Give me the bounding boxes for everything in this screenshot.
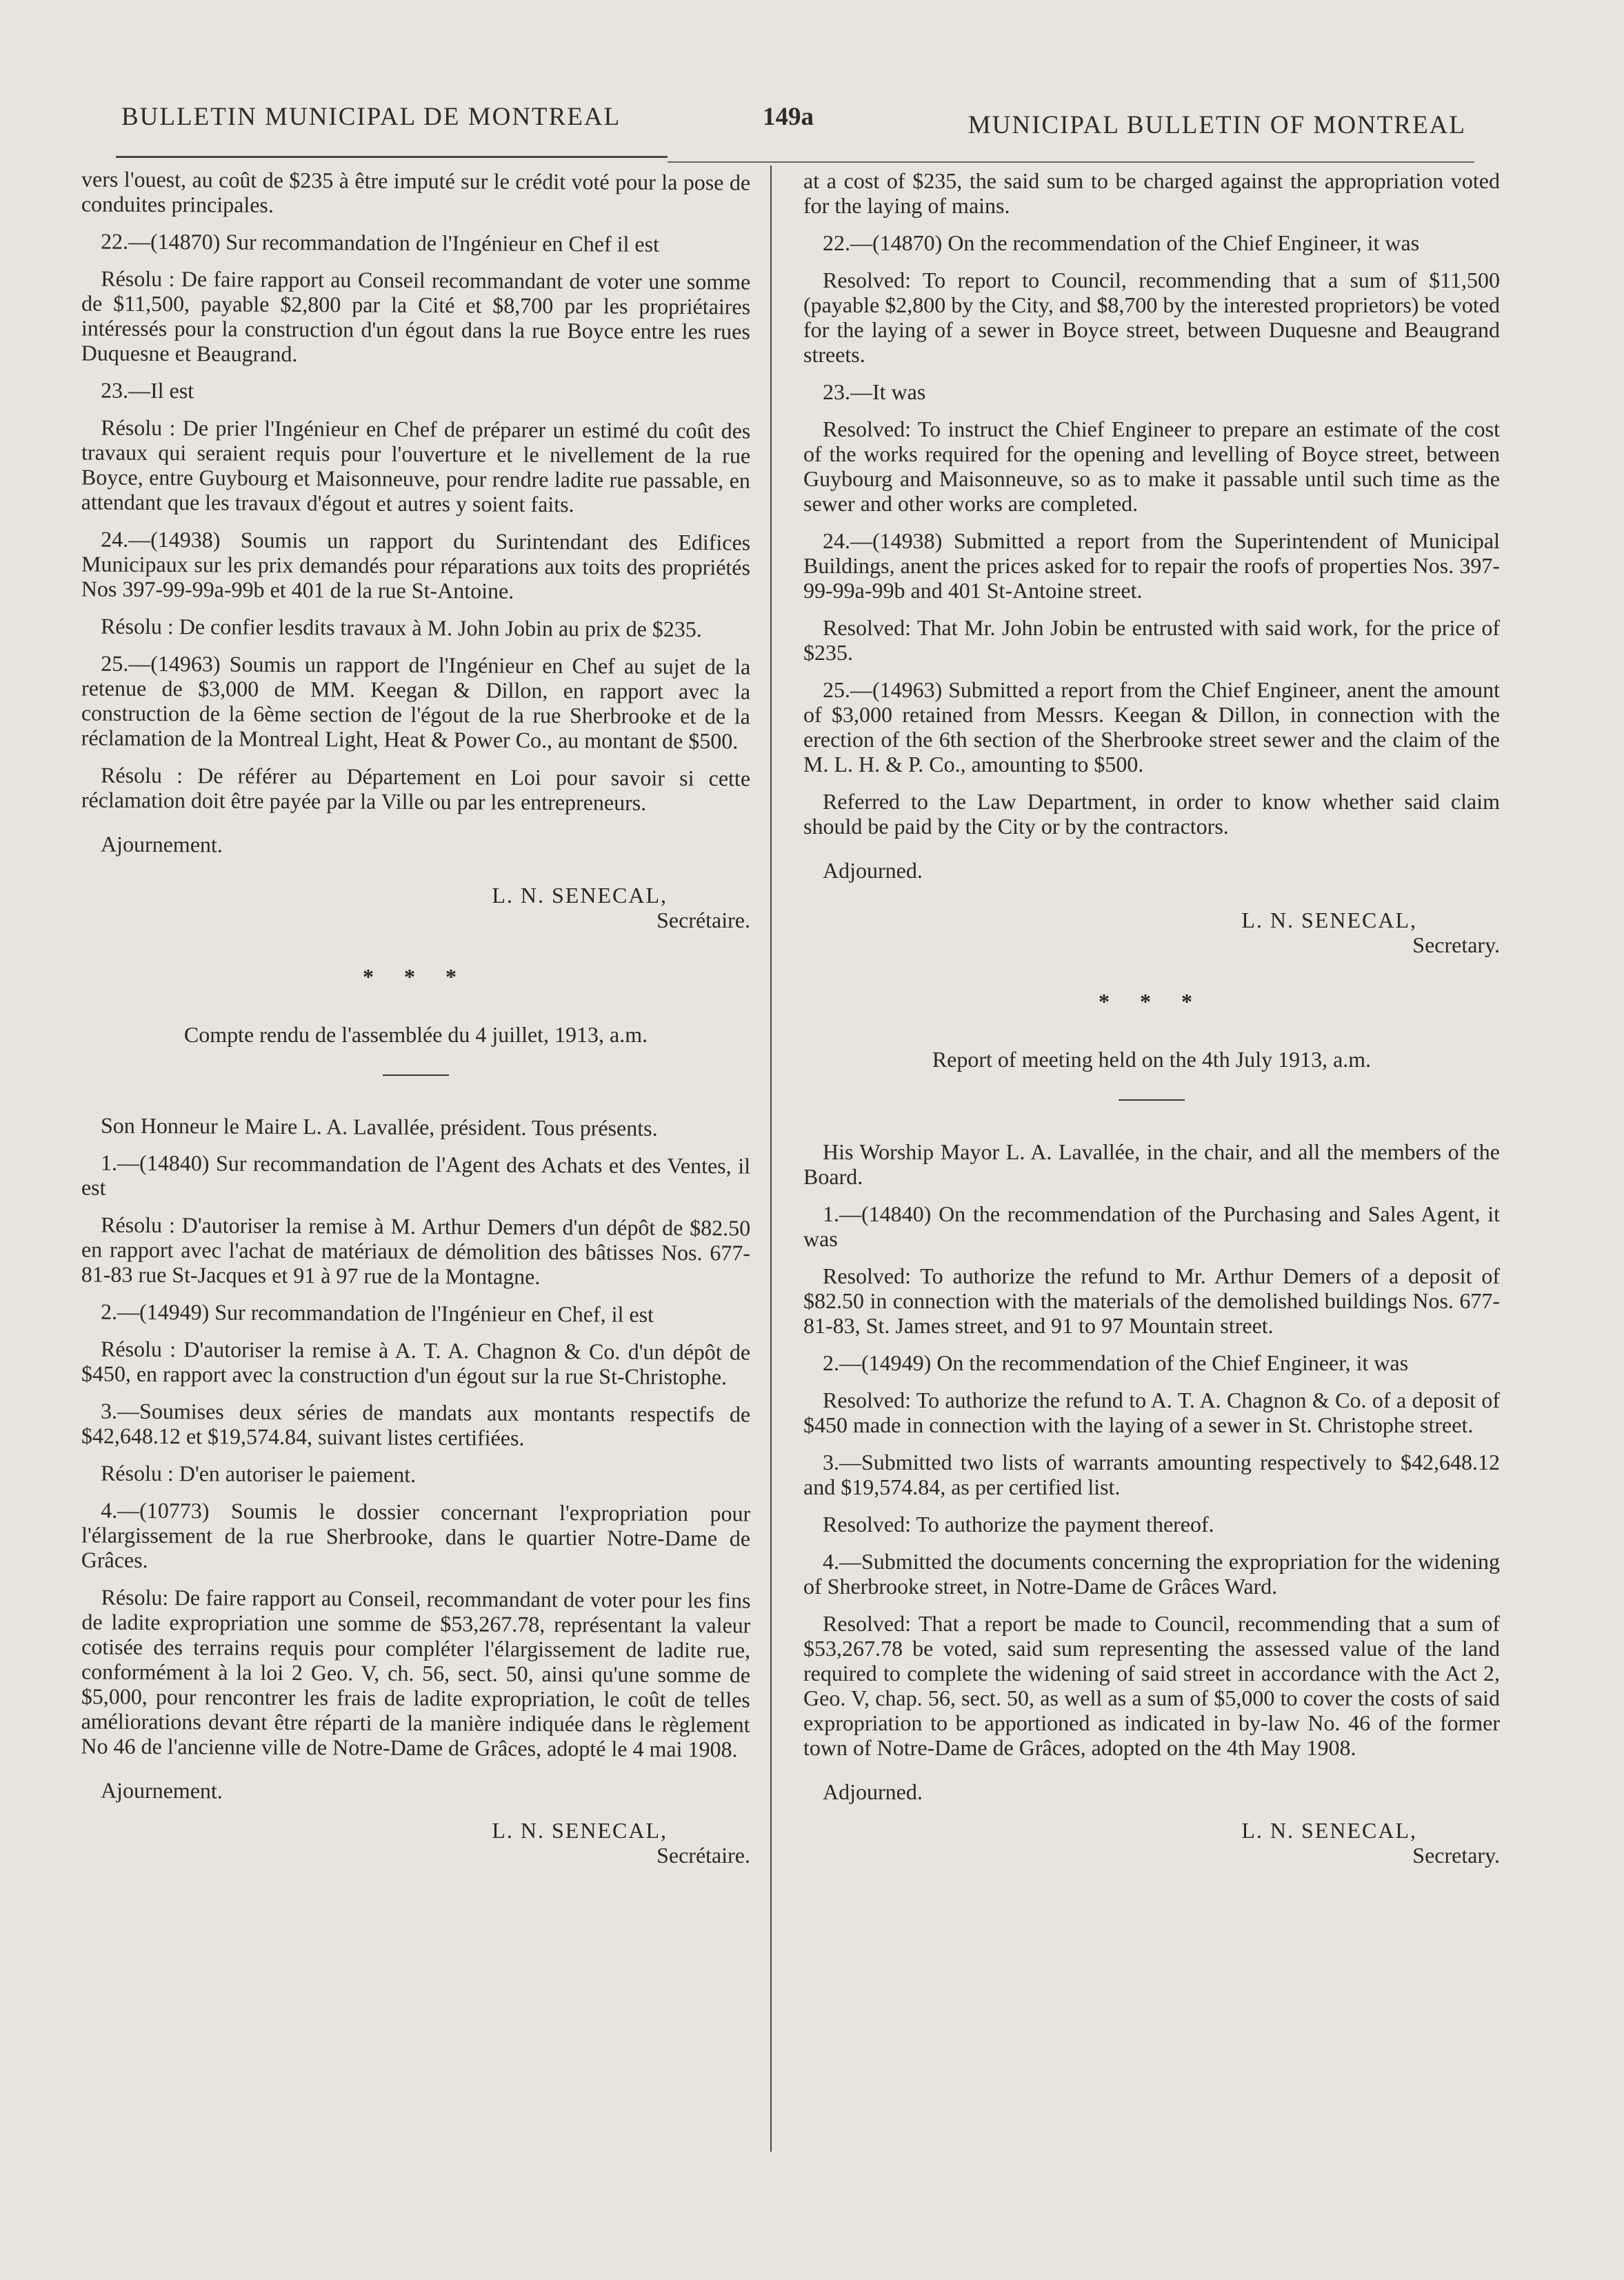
paragraph: Résolu: De faire rapport au Conseil, recommandant de voter pour les fins de ladite expropriation une somme de $53,267.78, représentant la valeur cotisée des terrains requis pour compléter l'élargissement de ladite rue, conformément à la loi 2 Geo. V, ch. 56, sect. 50, ainsi qu'une somme de $5,000, pour rencontrer les frais de ladite expropriation, le coût de telles améliorations devant être réparti de la manière indiquée dans le règlement No 46 de l'ancienne ville de Notre-Dame de Grâces, adopté le 4 mai 1908. bbox=[81, 1584, 751, 1762]
adjournment: Adjourned. bbox=[823, 1779, 923, 1804]
paragraph: Résolu : D'en autoriser le paiement. bbox=[100, 1460, 417, 1488]
adjournment: Adjourned. bbox=[823, 858, 923, 883]
paragraph: 4.—Submitted the documents concerning the expropriation for the widening of Sherbrooke street, in Notre-Dame de Grâces Ward. bbox=[803, 1549, 1500, 1599]
paragraph: Resolved: That a report be made to Council, recommending that a sum of $53,267.78 be voted, said sum representing the assessed value of the land required to complete the widening of said street in accordance with the Act 2, Geo. V, chap. 56, sect. 50, as well as a sum of $5,000 to cover the costs of said expropriation to be apportioned as indicated in by-law No. 46 of the former town of Notre-Dame de Grâces, adopted on the 4th May 1908. bbox=[803, 1611, 1500, 1760]
signature-name: L. N. SENECAL, bbox=[492, 883, 668, 908]
header-rule-left bbox=[116, 156, 668, 158]
paragraph: Resolved: To instruct the Chief Engineer to prepare an estimate of the cost of the works required for the opening and levelling of Boyce street, between Guybourg and Maisonneuve, so as to make it passable until such time as the sewer and other works are completed. bbox=[803, 417, 1500, 516]
paragraph: 2.—(14949) On the recommendation of the Chief Engineer, it was bbox=[823, 1350, 1409, 1375]
header-title-english: MUNICIPAL BULLETIN OF MONTREAL bbox=[968, 111, 1466, 139]
signature-block bbox=[803, 908, 1500, 957]
paragraph: Resolved: To report to Council, recommending that a sum of $11,500 (payable $2,800 by the City, and $8,700 by the interested proprietors) be voted for the laying of a sewer in Boyce street, between Duquesne and Beaugrand streets. bbox=[803, 268, 1500, 367]
paragraph: 3.—Soumises deux séries de mandats aux montants respectifs de $42,648.12 et $19,574.84, suivant listes certifiées. bbox=[81, 1398, 751, 1450]
paragraph: 24.—(14938) Soumis un rapport du Surintendant des Edifices Municipaux sur les prix demandés pour réparations aux toits des propriétés Nos 397-99-99a-99b et 401 de la rue St-Antoine. bbox=[81, 526, 751, 603]
meeting-heading: Compte rendu de l'assemblée du 4 juillet, 1913, a.m. bbox=[183, 1022, 648, 1047]
header-rule-right bbox=[668, 161, 1474, 163]
running-head bbox=[121, 102, 1466, 143]
page-number: 149a bbox=[763, 103, 814, 131]
paragraph: at a cost of $235, the said sum to be charged against the appropriation voted for the laying of mains. bbox=[803, 168, 1500, 218]
signature-title: Secretary. bbox=[1412, 932, 1500, 957]
paragraph: 2.—(14949) Sur recommandation de l'Ingénieur en Chef, il est bbox=[100, 1299, 654, 1327]
paragraph: 25.—(14963) Submitted a report from the Chief Engineer, anent the amount of $3,000 retained from Messrs. Keegan & Dillon, in connection with the erection of the 6th section of the Sherbrooke street sewer and the claim of the M. L. H. & P. Co., amounting to $500. bbox=[803, 677, 1500, 777]
paragraph: Résolu : D'autoriser la remise à M. Arthur Demers d'un dépôt de $82.50 en rapport avec l'achat de matériaux de démolition des bâtisses Nos. 677-81-83 rue St-Jacques et 91 à 97 rue de la Montagne. bbox=[81, 1212, 751, 1289]
short-rule bbox=[383, 1074, 449, 1076]
adjournment: Ajournement. bbox=[100, 1777, 223, 1803]
signature-title: Secrétaire. bbox=[656, 1843, 750, 1868]
signature-title: Secretary. bbox=[1412, 1843, 1500, 1868]
paragraph: Son Honneur le Maire L. A. Lavallée, président. Tous présents. bbox=[100, 1112, 658, 1141]
paragraph: 1.—(14840) On the recommendation of the Purchasing and Sales Agent, it was bbox=[803, 1201, 1500, 1251]
paragraph: Résolu : De prier l'Ingénieur en Chef de préparer un estimé du coût des travaux qui seraient requis pour l'ouverture et le nivellement de la rue Boyce, entre Guybourg et Maisonneuve, pour rendre ladite rue passable, en attendant que les travaux d'égout et autres y soient faits. bbox=[81, 414, 751, 517]
paragraph: 24.—(14938) Submitted a report from the Superintendent of Municipal Buildings, anent the prices asked for to repair the roofs of properties Nos. 397-99-99a-99b and 401 St-Antoine street. bbox=[803, 528, 1500, 603]
signature-title: Secrétaire. bbox=[656, 908, 750, 932]
signature-name: L. N. SENECAL, bbox=[1241, 1818, 1417, 1843]
signature-name: L. N. SENECAL, bbox=[492, 1818, 668, 1843]
adjournment: Ajournement. bbox=[100, 831, 223, 857]
paragraph: His Worship Mayor L. A. Lavallée, in the chair, and all the members of the Board. bbox=[803, 1139, 1500, 1189]
paragraph: 23.—It was bbox=[823, 379, 926, 404]
paragraph: 3.—Submitted two lists of warrants amounting respectively to $42,648.12 and $19,574.84, as per certified list. bbox=[803, 1450, 1500, 1499]
signature-block bbox=[803, 1818, 1500, 1868]
signature-block bbox=[81, 1818, 750, 1868]
french-column bbox=[81, 168, 750, 1868]
short-rule bbox=[1119, 1099, 1185, 1101]
paragraph: Résolu : De faire rapport au Conseil recommandant de voter une somme de $11,500, payable $2,800 par la Cité et $8,700 par les propriétaires intéressés pour la construction d'un égout dans la rue Boyce entre les rues Duquesne et Beaugrand. bbox=[81, 266, 751, 367]
paragraph: 23.—Il est bbox=[100, 377, 194, 403]
signature-block bbox=[81, 883, 750, 932]
section-separator-stars: * * * bbox=[363, 964, 469, 989]
header-title-french: BULLETIN MUNICIPAL DE MONTREAL bbox=[121, 103, 621, 131]
paragraph: Resolved: That Mr. John Jobin be entrusted with said work, for the price of $235. bbox=[803, 615, 1500, 665]
paragraph: Referred to the Law Department, in order to know whether said claim should be paid by the City or by the contractors. bbox=[803, 789, 1500, 839]
paragraph: Resolved: To authorize the payment thereof. bbox=[823, 1512, 1214, 1537]
paragraph: Résolu : De référer au Département en Loi pour savoir si cette réclamation doit être payée par la Ville ou par les entrepreneurs. bbox=[81, 762, 751, 815]
paragraph: Résolu : D'autoriser la remise à A. T. A. Chagnon & Co. d'un dépôt de $450, en rapport avec la construction d'un égout sur la rue St-Christophe. bbox=[81, 1336, 751, 1390]
paragraph: 25.—(14963) Soumis un rapport de l'Ingénieur en Chef au sujet de la retenue de $3,000 de MM. Keegan & Dillon, en rapport avec la construction de la 6ème section de l'égout de la rue Sherbrooke et de la réclamation de la Montreal Light, Heat & Power Co., au montant de $500. bbox=[81, 650, 751, 754]
signature-name: L. N. SENECAL, bbox=[1241, 908, 1417, 932]
section-separator-stars: * * * bbox=[1099, 989, 1205, 1014]
paragraph: 22.—(14870) Sur recommandation de l'Ingénieur en Chef il est bbox=[100, 228, 660, 257]
meeting-heading: Report of meeting held on the 4th July 1913, a.m. bbox=[932, 1047, 1372, 1072]
paragraph: vers l'ouest, au coût de $235 à être imputé sur le crédit voté pour la pose de conduites principales. bbox=[81, 166, 751, 217]
paragraph: 22.—(14870) On the recommendation of the Chief Engineer, it was bbox=[823, 230, 1420, 255]
paragraph: 4.—(10773) Soumis le dossier concernant l'expropriation pour l'élargissement de la rue Sherbrooke, dans le quartier Notre-Dame de Grâces. bbox=[81, 1497, 751, 1572]
paragraph: Resolved: To authorize the refund to Mr. Arthur Demers of a deposit of $82.50 in connection with the materials of the demolished buildings Nos. 677-81-83, St. James street, and 91 to 97 Mountain street. bbox=[803, 1263, 1500, 1338]
english-column bbox=[803, 168, 1500, 1868]
column-divider bbox=[770, 166, 772, 2152]
paragraph: 1.—(14840) Sur recommandation de l'Agent des Achats et des Ventes, il est bbox=[81, 1150, 751, 1200]
paragraph: Résolu : De confier lesdits travaux à M. John Jobin au prix de $235. bbox=[100, 613, 702, 642]
paragraph: Resolved: To authorize the refund to A. T. A. Chagnon & Co. of a deposit of $450 made in connection with the laying of a sewer in St. Christophe street. bbox=[803, 1388, 1500, 1437]
